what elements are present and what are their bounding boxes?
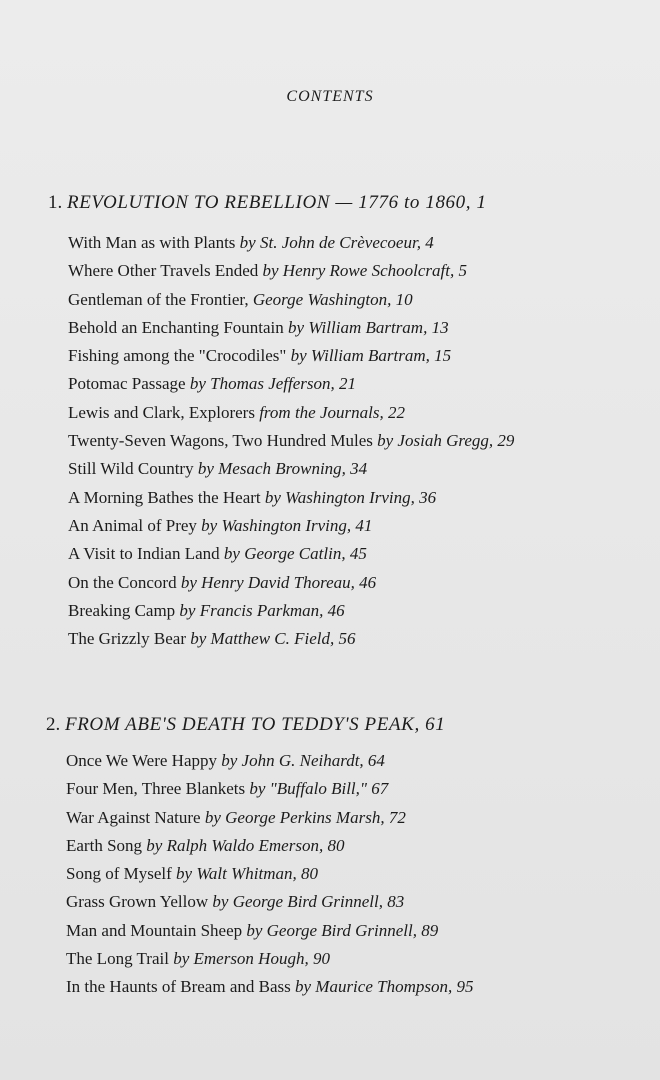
contents-entry <box>66 775 651 803</box>
contents-entry <box>68 399 653 427</box>
entry-title: Earth Song <box>66 835 143 855</box>
section-title: FROM ABE'S DEATH TO TEDDY'S PEAK, 61 <box>65 714 446 735</box>
entry-byline: by Mesach Browning, 34 <box>193 459 368 479</box>
entry-byline: by Emerson Hough, 90 <box>168 949 330 969</box>
contents-entry <box>68 597 653 625</box>
entry-byline: by John G. Neihardt, 64 <box>217 751 385 770</box>
entry-title: Potomac Passage <box>68 374 186 394</box>
entry-byline: by Josiah Gregg, 29 <box>372 431 515 451</box>
entry-byline: by George Catlin, 45 <box>219 544 367 564</box>
entry-byline: by George Bird Grinnell, 89 <box>242 920 439 940</box>
entry-title: On the Concord <box>68 572 177 592</box>
entry-byline: by Maurice Thompson, 95 <box>290 977 474 997</box>
entry-byline: by William Bartram, 13 <box>283 317 449 337</box>
entry-title: Song of Myself <box>66 864 172 884</box>
entry-title: Breaking Camp <box>68 600 176 620</box>
contents-entry <box>68 427 653 455</box>
section-1-entry-list <box>68 229 653 653</box>
contents-entry <box>68 540 653 568</box>
entry-byline: by Henry Rowe Schoolcraft, 5 <box>258 261 467 281</box>
contents-entry <box>66 888 651 916</box>
entry-byline: by Ralph Waldo Emerson, 80 <box>142 835 345 855</box>
entry-title: Man and Mountain Sheep <box>66 920 243 940</box>
section-title: REVOLUTION TO REBELLION — 1776 to 1860, 1 <box>67 192 487 213</box>
entry-title: In the Haunts of Bream and Bass <box>66 977 291 997</box>
entry-title: Fishing among the "Crocodiles" <box>68 346 287 366</box>
contents-entry <box>66 945 651 973</box>
entry-byline: by Thomas Jefferson, 21 <box>185 374 357 394</box>
entry-title: Where Other Travels Ended <box>68 261 259 281</box>
entry-byline: by Francis Parkman, 46 <box>175 600 345 620</box>
entry-title: The Long Trail <box>66 949 169 969</box>
section-number: 1. <box>48 192 63 213</box>
entry-byline: by Matthew C. Field, 56 <box>186 629 356 649</box>
section-heading-2 <box>46 714 646 736</box>
section-number: 2. <box>46 714 61 735</box>
contents-entry <box>68 370 653 398</box>
entry-title: Once We Were Happy <box>66 751 217 770</box>
contents-entry <box>68 257 653 285</box>
contents-entry <box>68 229 653 257</box>
entry-byline: from the Journals, 22 <box>254 402 405 422</box>
entry-byline: by Henry David Thoreau, 46 <box>176 572 377 592</box>
contents-entry <box>66 860 651 888</box>
entry-byline: by St. John de Crèvecoeur, 4 <box>235 233 434 252</box>
contents-entry <box>68 286 653 314</box>
page-title: CONTENTS <box>286 88 374 105</box>
entry-title: Grass Grown Yellow <box>66 892 209 912</box>
contents-entry <box>66 917 651 945</box>
entry-title: Four Men, Three Blankets <box>66 779 246 799</box>
contents-entry <box>66 804 651 832</box>
contents-entry <box>68 314 653 342</box>
contents-entry <box>66 747 651 775</box>
contents-entry <box>66 832 651 860</box>
contents-entry <box>68 569 653 597</box>
contents-entry <box>68 512 653 540</box>
entry-byline: by George Perkins Marsh, 72 <box>200 807 406 827</box>
contents-entry <box>68 625 653 653</box>
entry-title: Behold an Enchanting Fountain <box>68 317 284 337</box>
section-heading-1 <box>48 192 648 214</box>
entry-byline: by George Bird Grinnell, 83 <box>208 892 405 912</box>
entry-byline: George Washington, 10 <box>248 289 413 309</box>
entry-title: An Animal of Prey <box>68 515 197 535</box>
entry-title: Gentleman of the Frontier, <box>68 289 249 309</box>
entry-title: Lewis and Clark, Explorers <box>68 402 255 422</box>
section-2-entry-list <box>66 747 651 1002</box>
entry-byline: by William Bartram, 15 <box>286 346 452 366</box>
contents-entry <box>68 342 653 370</box>
entry-title: Still Wild Country <box>68 459 194 479</box>
entry-title: The Grizzly Bear <box>68 629 186 649</box>
entry-title: A Morning Bathes the Heart <box>68 487 261 507</box>
entry-byline: by Walt Whitman, 80 <box>171 864 319 884</box>
contents-entry <box>68 484 653 512</box>
entry-title: A Visit to Indian Land <box>68 544 220 564</box>
entry-title: Twenty-Seven Wagons, Two Hundred Mules <box>68 431 373 451</box>
entry-byline: by Washington Irving, 36 <box>260 487 437 507</box>
entry-title: With Man as with Plants <box>68 233 236 252</box>
entry-byline: by "Buffalo Bill," 67 <box>245 779 389 799</box>
entry-title: War Against Nature <box>66 807 201 827</box>
contents-entry <box>66 973 651 1001</box>
contents-entry <box>68 455 653 483</box>
entry-byline: by Washington Irving, 41 <box>196 515 373 535</box>
